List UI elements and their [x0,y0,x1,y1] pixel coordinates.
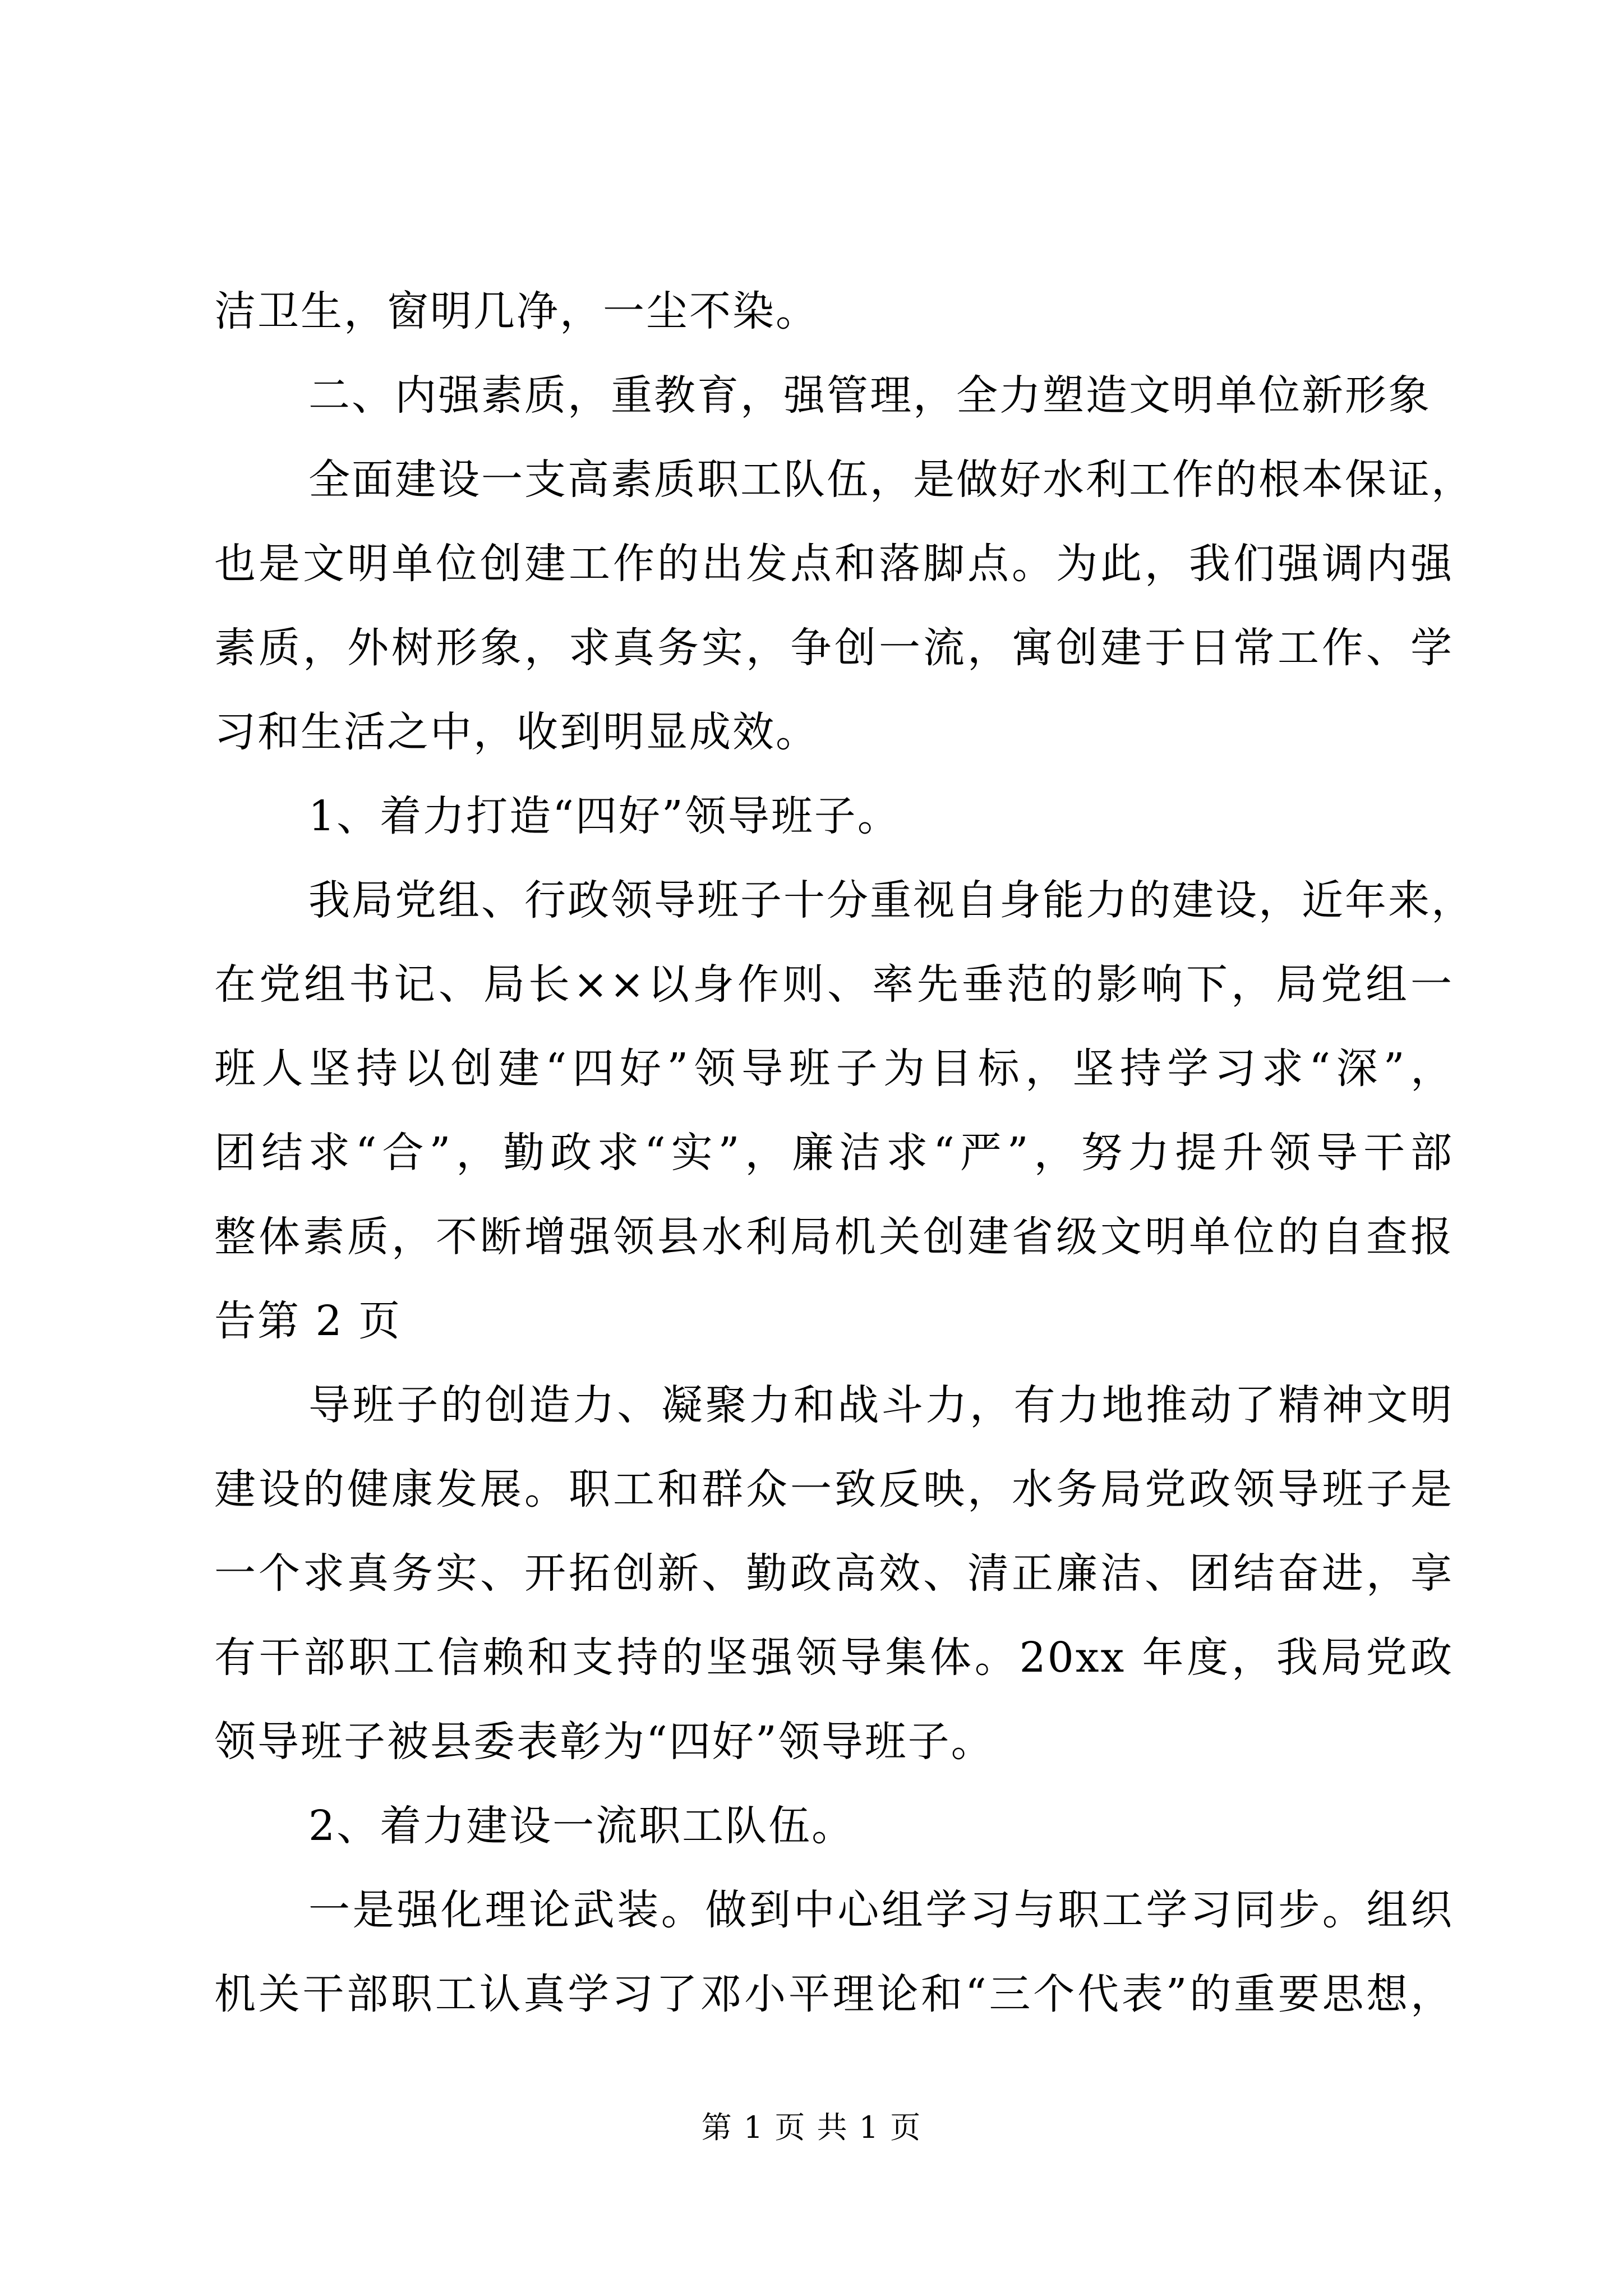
text-line: 一是强化理论武装。做到中心组学习与职工学习同步。组织 [308,1886,1454,1934]
text-line: 有干部职工信赖和支持的坚强领导集体。20xx 年度，我局党政 [214,1634,1454,1682]
text-line: 洁卫生，窗明几净，一尘不染。 [214,287,819,335]
text-line: 素质，外树形象，求真务实，争创一流，寓创建于日常工作、学 [214,624,1454,672]
page-footer: 第 1 页 共 1 页 [701,2110,922,2145]
text-line: 团结求“合”，勤政求“实”，廉洁求“严”，努力提升领导干部 [214,1129,1454,1177]
text-line: 告第 2 页 [214,1297,402,1345]
text-line: 全面建设一支高素质职工队伍，是做好水利工作的根本保证， [308,455,1474,504]
text-line: 机关干部职工认真学习了邓小平理论和“三个代表”的重要思想， [214,1970,1454,2018]
text-line: 建设的健康发展。职工和群众一致反映，水务局党政领导班子是 [214,1465,1454,1513]
text-line: 班人坚持以创建“四好”领导班子为目标，坚持学习求“深”， [214,1045,1454,1093]
text-line: 习和生活之中，收到明显成效。 [214,708,819,756]
text-line: 也是文明单位创建工作的出发点和落脚点。为此，我们强调内强 [214,540,1454,588]
document-body [214,269,1474,2036]
text-line: 在党组书记、局长××以身作则、率先垂范的影响下，局党组一 [214,960,1454,1009]
subsection-heading: 2、着力建设一流职工队伍。 [308,1802,855,1850]
text-line: 导班子的创造力、凝聚力和战斗力，有力地推动了精神文明 [308,1381,1454,1429]
text-line: 领导班子被县委表彰为“四好”领导班子。 [214,1718,994,1766]
text-line: 整体素质，不断增强领县水利局机关创建省级文明单位的自查报 [214,1213,1454,1261]
text-line: 一个求真务实、开拓创新、勤政高效、清正廉洁、团结奋进，享 [214,1549,1454,1598]
text-line: 我局党组、行政领导班子十分重视自身能力的建设，近年来， [308,876,1474,924]
section-heading: 二、内强素质，重教育，强管理，全力塑造文明单位新形象 [308,371,1431,420]
subsection-heading: 1、着力打造“四好”领导班子。 [308,792,901,840]
